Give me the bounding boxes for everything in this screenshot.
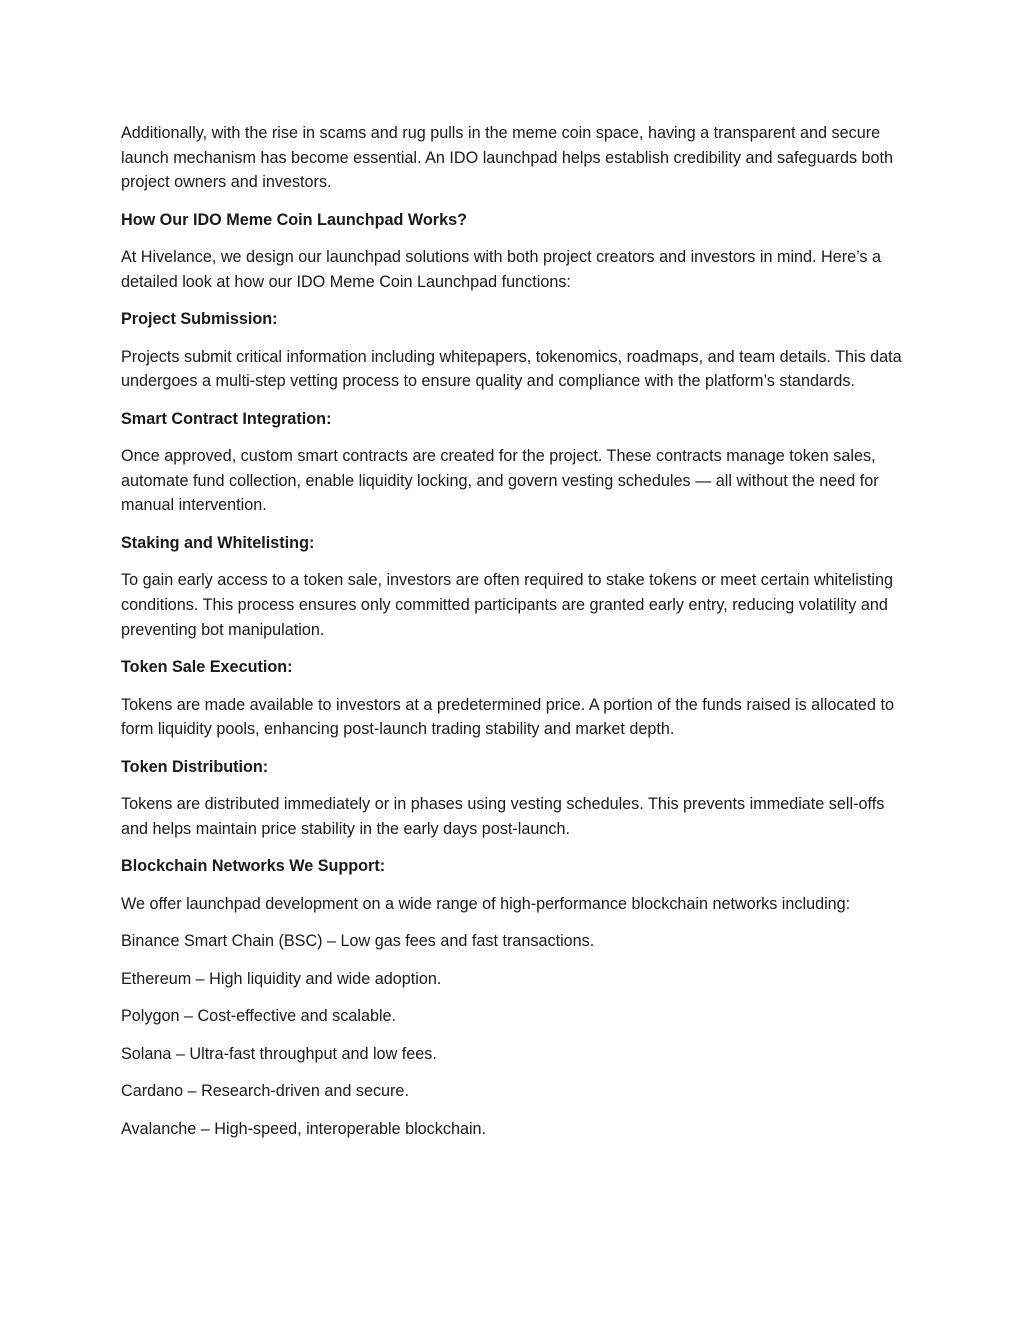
network-polygon: Polygon – Cost-effective and scalable. [121,1007,397,1026]
network-bsc: Binance Smart Chain (BSC) – Low gas fees and fast transactions. [121,932,595,951]
intro-paragraph: Additionally, with the rise in scams and rug pulls in the meme coin space, having a transparent and secure launch mechanism has become essential. An IDO launchpad helps establish credibility and safeguards both project owners and investors. [121,124,894,192]
network-cardano: Cardano – Research-driven and secure. [121,1082,409,1101]
staking-heading: Staking and Whitelisting: [121,533,315,552]
token-sale-paragraph: Tokens are made available to investors at a predetermined price. A portion of the funds raised is allocated to form liquidity pools, enhancing post-launch trading stability and market depth. [121,695,894,739]
network-solana: Solana – Ultra-fast throughput and low fees. [121,1044,437,1063]
token-distribution-heading: Token Distribution: [121,757,269,776]
how-it-works-paragraph: At Hivelance, we design our launchpad solutions with both project creators and investors in mind. Here’s a detailed look at how our IDO Meme Coin Launchpad functions: [121,248,882,291]
how-it-works-heading: How Our IDO Meme Coin Launchpad Works? [121,210,467,229]
staking-paragraph: To gain early access to a token sale, investors are often required to stake tokens or meet certain whitelisting conditions. This process ensures only committed participants are granted early entry, reducing volatility and preventing bot manipulation. [121,571,894,639]
blockchain-networks-heading: Blockchain Networks We Support: [121,857,386,876]
project-submission-heading: Project Submission: [121,310,278,329]
smart-contract-paragraph: Once approved, custom smart contracts are created for the project. These contracts manage token sales, automate fund collection, enable liquidity locking, and govern vesting schedules — all without the need for manual intervention. [121,447,879,515]
token-distribution-paragraph: Tokens are distributed immediately or in phases using vesting schedules. This prevents immediate sell-offs and helps maintain price stability in the early days post-launch. [121,795,885,838]
network-avalanche: Avalanche – High-speed, interoperable blockchain. [121,1119,487,1138]
document-body [121,121,911,1154]
smart-contract-heading: Smart Contract Integration: [121,409,332,428]
project-submission-paragraph: Projects submit critical information including whitepapers, tokenomics, roadmaps, and team details. This data undergoes a multi-step vetting process to ensure quality and compliance with the platform’s standards. [121,347,902,391]
network-ethereum: Ethereum – High liquidity and wide adoption. [121,969,442,988]
blockchain-networks-paragraph: We offer launchpad development on a wide range of high-performance blockchain networks including: [121,894,851,913]
token-sale-heading: Token Sale Execution: [121,658,293,677]
